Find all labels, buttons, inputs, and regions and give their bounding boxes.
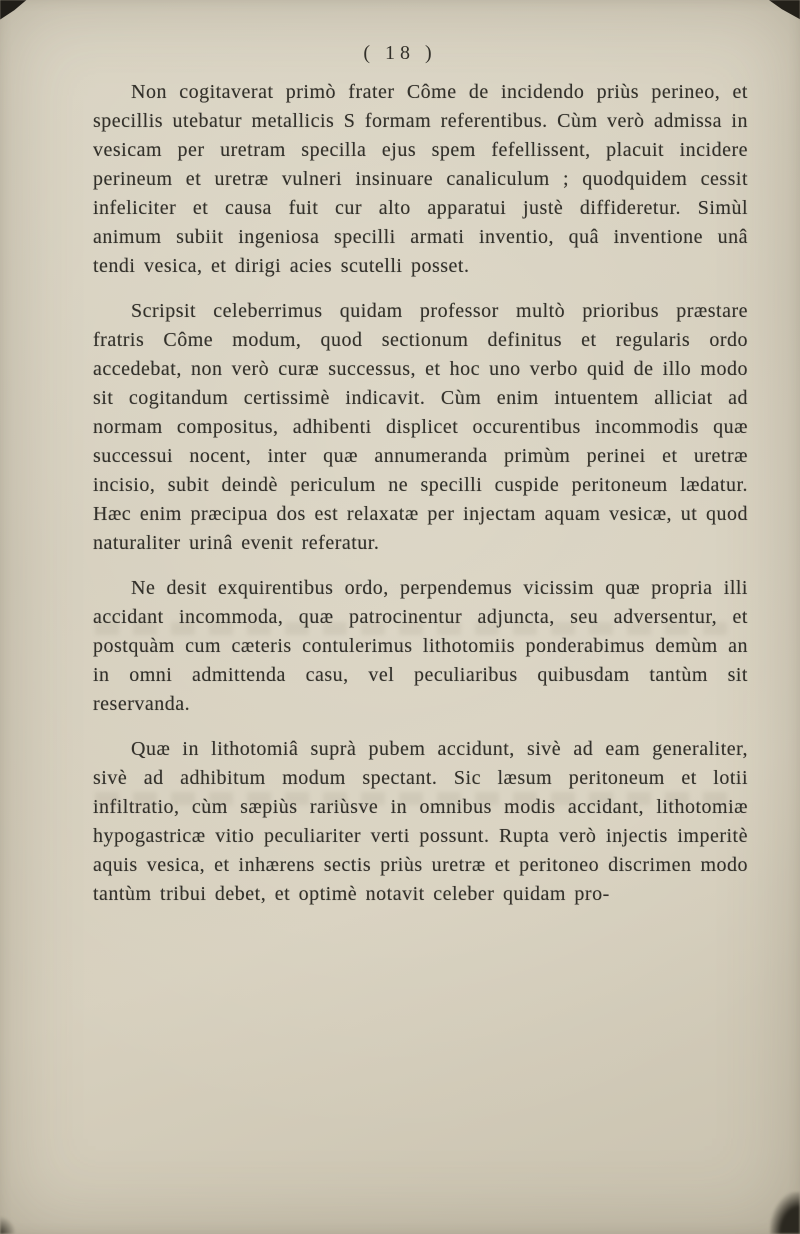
paragraph-2: Scripsit celeberrimus quidam professor multò prioribus præstare fratris Côme modum, quod sectionum definitus et regularis ordo accedebat, non verò curæ successus, et hoc uno verbo quid de illo modo sit cogitandum certissimè indicavit. Cùm enim intuentem alliciat ad normam compositus, adhibenti displicet occurentibus incommodis quæ successui nocent, inter quæ annumeranda primùm perinei et uretræ incisio, subit deindè periculum ne specilli cuspide peritoneum lædatur. Hæc enim præcipua dos est relaxatæ per injectam aquam vesicæ, ut quod naturaliter urinâ evenit referatur. — [93, 300, 748, 554]
paragraph-1: Non cogitaverat primò frater Côme de incidendo priùs perineo, et specillis utebatur metallicis S formam referentibus. Cùm verò admissa in vesicam per uretram specilla ejus spem fefellissent, placuit incidere perineum et uretræ vulneri insinuare canaliculum ; quodquidem cessit infeliciter et causa fuit cur alto apparatui justè diffideretur. Simùl animum subiit ingeniosa specilli armati inventio, quâ inventione unâ tendi vesica, et dirigi acies scutelli posset. — [93, 81, 748, 277]
scan-artifact-bottom-right — [770, 1192, 800, 1234]
scan-artifact-top-left — [0, 0, 30, 24]
page-number: ( 18 ) — [363, 42, 437, 64]
scan-artifact-bottom-left — [0, 1216, 16, 1234]
paragraph-3: Ne desit exquirentibus ordo, perpendemus vicissim quæ propria illi accidant incommoda, quæ patrocinentur adjuncta, seu adversentur, et postquàm cum cæteris contulerimus lithotomiis ponderabimus demùm an in omni admittenda casu, vel peculiaribus quibusdam tantùm sit reservanda. — [93, 577, 748, 715]
text-block — [93, 78, 748, 909]
paragraph-4: Quæ in lithotomiâ suprà pubem accidunt, sivè ad eam generaliter, sivè ad adhibitum modum spectant. Sic læsum peritoneum et lotii infiltratio, cùm sæpiùs rariùsve in omnibus modis accidant, lithotomiæ hypogastricæ vitio peculiariter verti possunt. Rupta verò injectis imperitè aquis vesica, et inhærens sectis priùs uretræ et peritoneo discrimen modo tantùm tribui debet, et optimè notavit celeber quidam pro- — [93, 738, 748, 905]
scan-artifact-top-right — [762, 0, 800, 24]
